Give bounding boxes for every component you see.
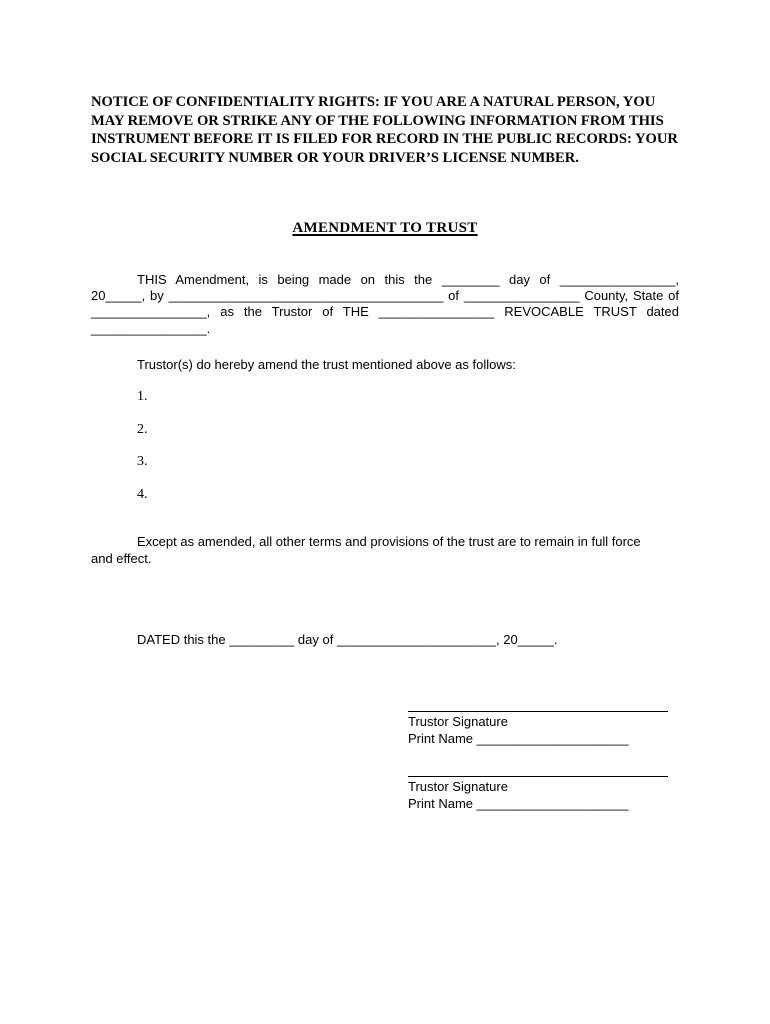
closing-paragraph-line: Except as amended, all other terms and provisions of the trust are to remain in full force: [137, 534, 641, 550]
notice-line: SOCIAL SECURITY NUMBER OR YOUR DRIVER’S LICENSE NUMBER.: [91, 149, 579, 166]
notice-line: INSTRUMENT BEFORE IT IS FILED FOR RECORD IN THE PUBLIC RECORDS: YOUR: [91, 131, 678, 147]
print-name-row: [408, 730, 668, 748]
opening-paragraph: [91, 272, 679, 337]
print-name-label: Print Name: [408, 796, 474, 812]
notice-paragraph: [91, 93, 679, 167]
opening-paragraph-line: ________________, as the Trustor of THE ________________ REVOCABLE TRUST dated: [91, 304, 679, 320]
opening-paragraph-line: ________________.: [91, 320, 211, 336]
page-title-text: AMENDMENT TO TRUST: [292, 220, 478, 236]
print-name-label: Print Name: [408, 731, 474, 747]
signature-line: [408, 711, 668, 712]
opening-paragraph-line: 20_____, by ______________________________________ of ________________ County, State of: [91, 288, 679, 304]
closing-paragraph-line: and effect.: [91, 550, 152, 566]
amendment-item-1: 1.: [137, 389, 148, 405]
page-title: [91, 219, 679, 238]
print-name-blank: _____________________: [476, 731, 629, 747]
signature-label: Trustor Signature: [408, 778, 508, 794]
signature-line: [408, 776, 668, 777]
amendment-item-4: 4.: [137, 487, 148, 503]
notice-line: MAY REMOVE OR STRIKE ANY OF THE FOLLOWING INFORMATION FROM THIS: [91, 112, 664, 129]
signature-block-2: [408, 776, 668, 813]
signature-block-1: [408, 711, 668, 748]
opening-paragraph-line: THIS Amendment, is being made on this the ________ day of ________________,: [137, 272, 679, 287]
dated-line: DATED this the _________ day of ______________________, 20_____.: [137, 632, 558, 648]
print-name-row: [408, 795, 668, 813]
amendment-intro: Trustor(s) do hereby amend the trust mentioned above as follows:: [137, 356, 516, 372]
amendment-item-3: 3.: [137, 454, 148, 470]
notice-line: NOTICE OF CONFIDENTIALITY RIGHTS: IF YOU ARE A NATURAL PERSON, YOU: [91, 94, 656, 110]
print-name-blank: _____________________: [476, 796, 629, 812]
signature-label: Trustor Signature: [408, 713, 508, 729]
closing-paragraph: [91, 534, 679, 567]
amendment-item-2: 2.: [137, 421, 148, 437]
